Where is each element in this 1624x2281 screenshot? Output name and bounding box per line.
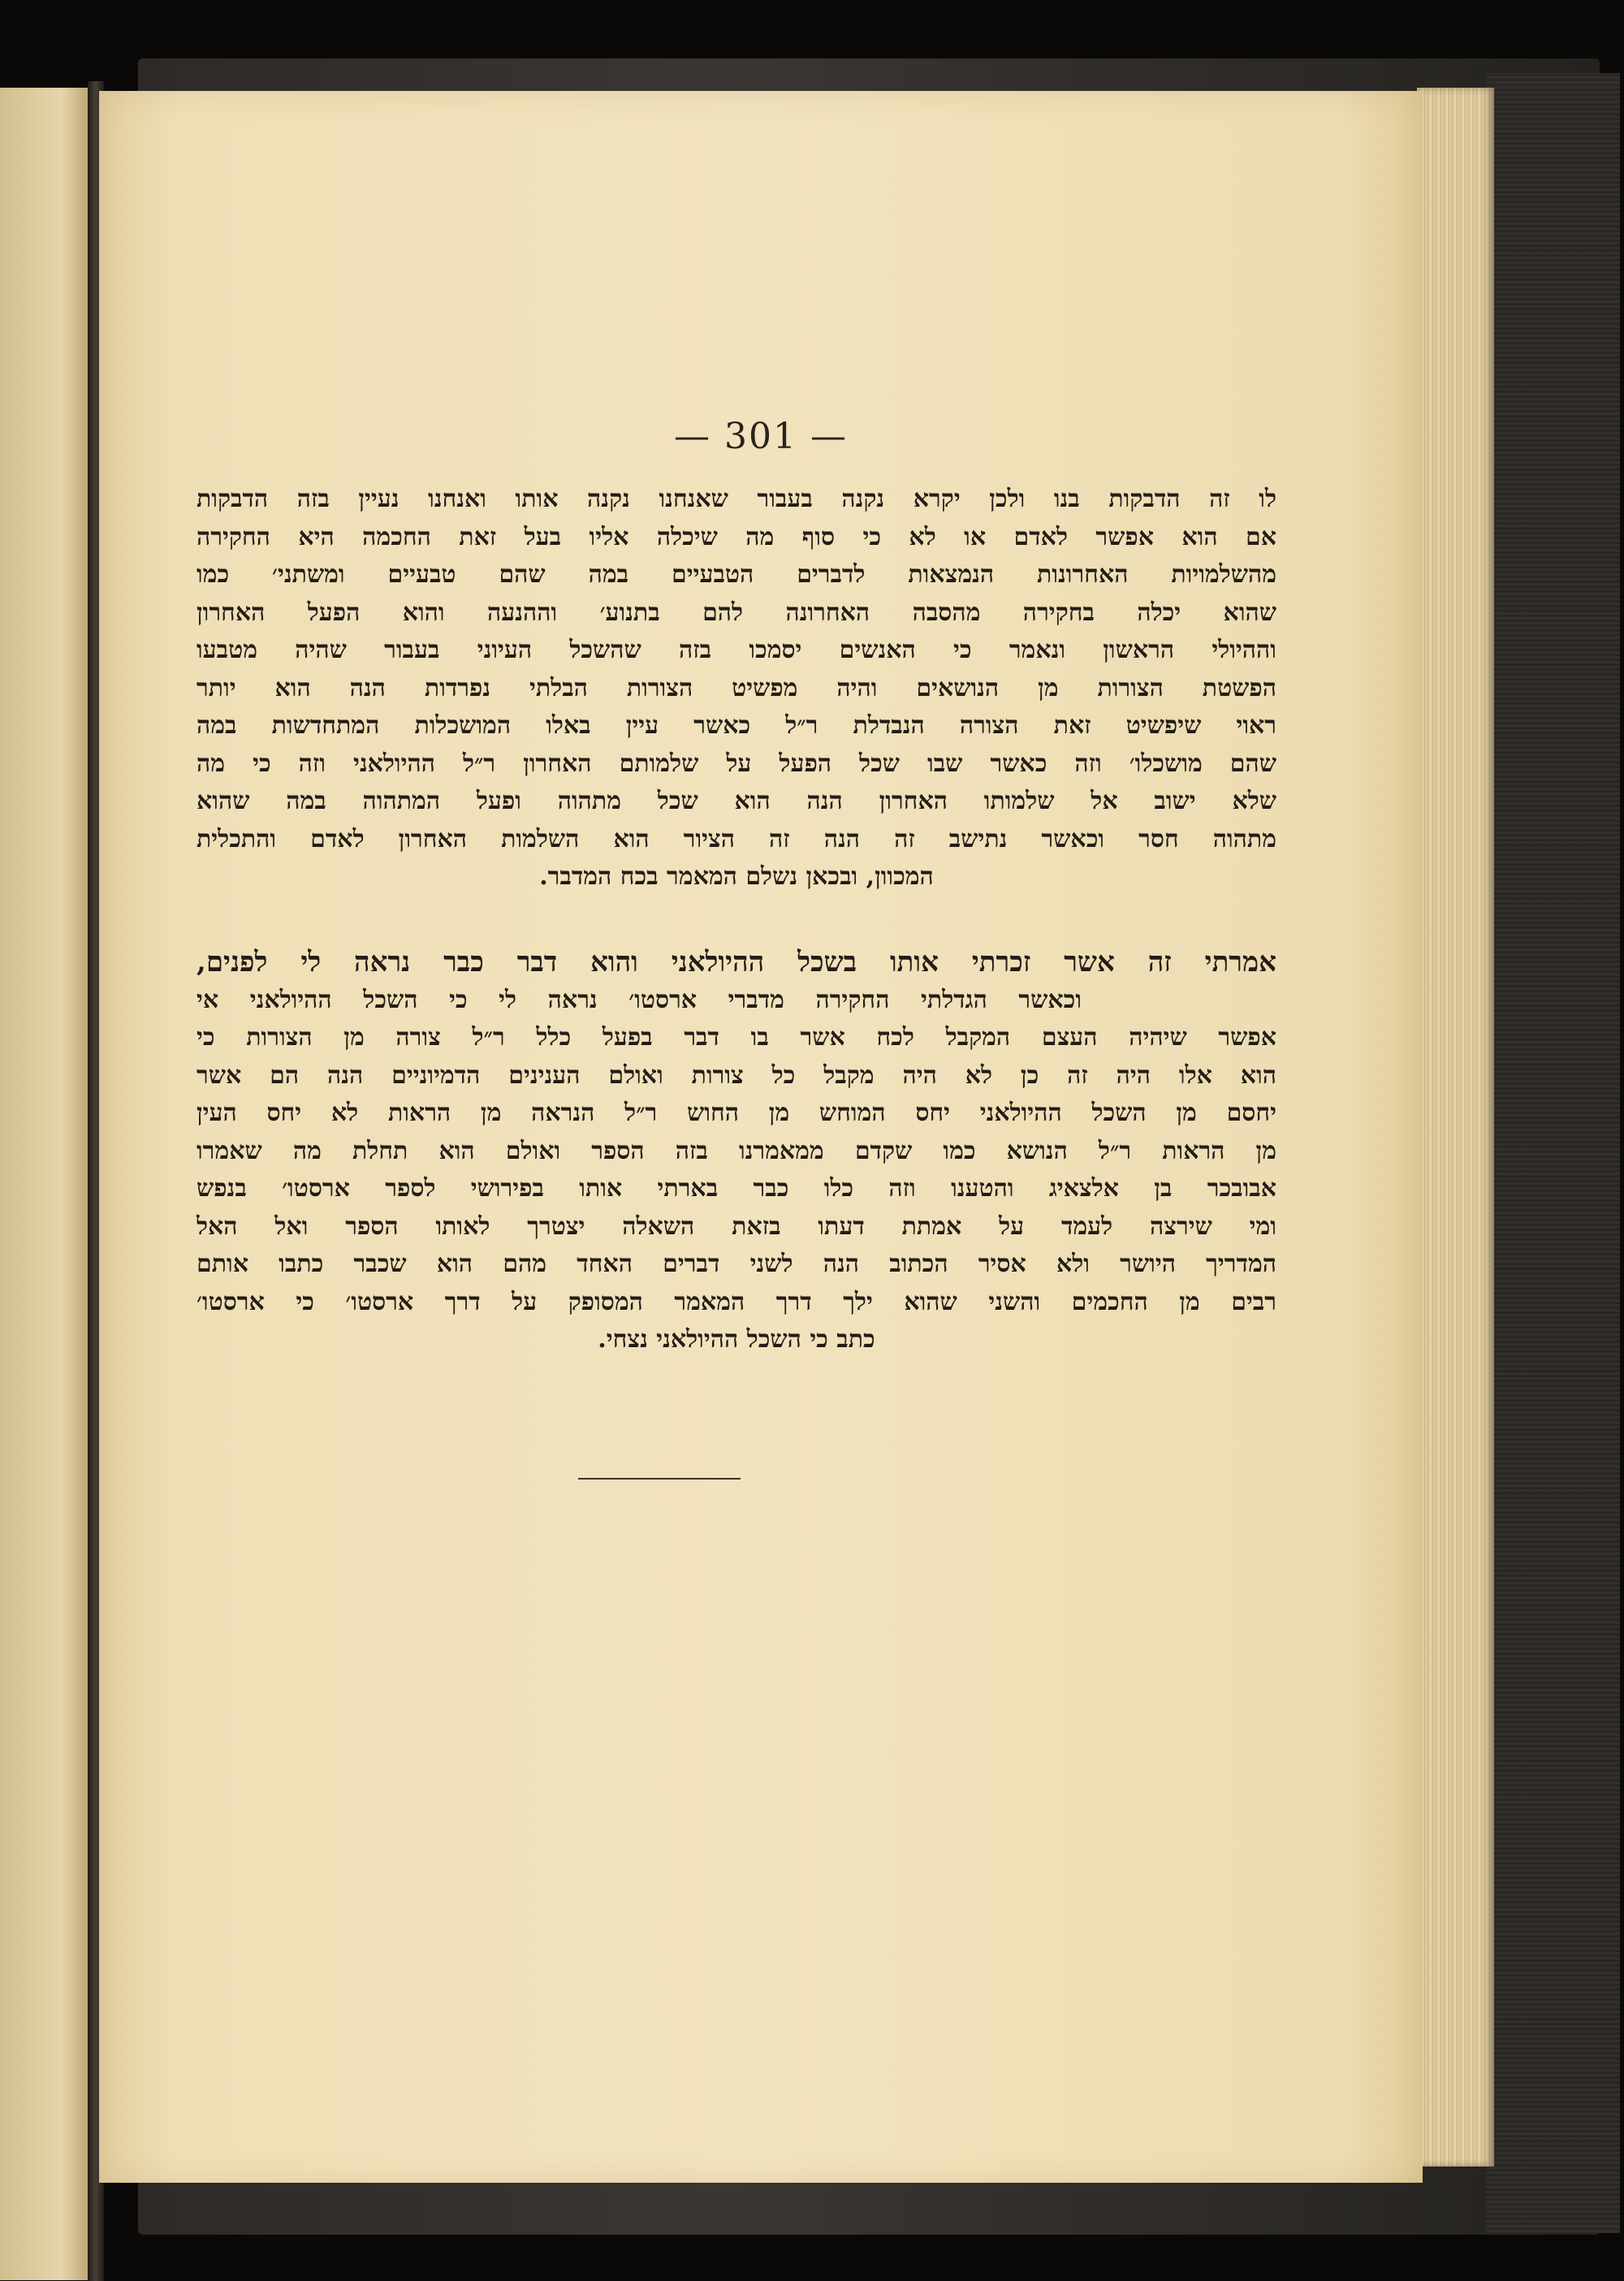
text-line: אבובכר בן אלצאיג והטענו וזה כלו כבר בארתי אותו בפירושי לספר ארסטו׳ בנפש [197, 1174, 1276, 1203]
text-line-closing: כתב כי השכל ההיולאני נצחי. [598, 1325, 875, 1354]
page-number: — 301 — [674, 416, 848, 457]
text-line: הפשטת הצורות מן הנושאים והיה מפשיט הצורות הבלתי נפרדות הנה הוא יותר [197, 673, 1276, 702]
book-page [99, 91, 1423, 2183]
text-line-opening: אמרתי זה אשר זכרתי אותו בשכל ההיולאני והוא דבר כבר נראה לי לפנים, [197, 946, 1276, 978]
text-line: אם הוא אפשר לאדם או לא כי סוף מה שיכלה אליו בעל זאת החכמה היא החקירה [197, 522, 1276, 551]
paragraph-1 [197, 481, 1276, 896]
text-line-closing: המכוון, ובכאן נשלם המאמר בכח המדבר. [539, 862, 934, 891]
text-line: מהשלמויות האחרונות הנמצאות לדברים הטבעיים במה שהם טבעיים ומשתני׳ כמו [197, 560, 1276, 589]
text-line: מתהוה חסר וכאשר נתישב זה הנה זה הציור הוא השלמות האחרון לאדם והתכלית [197, 824, 1276, 853]
previous-page-edge [0, 88, 88, 2280]
text-line: הוא אלו היה זה כן לא היה מקבל כל צורות ואולם הענינים הדמיוניים הנה הם אשר [197, 1061, 1276, 1090]
text-line: וההיולי הראשון ונאמר כי האנשים יסמכו בזה שהשכל העיוני בעבור שהיה מטבעו [197, 636, 1276, 664]
text-line: ראוי שיפשיט זאת הצורה הנבדלת ר״ל כאשר עיין באלו המושכלות המתחדשות במה [197, 711, 1276, 740]
text-line: שהם מושכלו׳ וזה כאשר שבו שכל הפעל על שלמותם האחרון ר״ל ההיולאני וזה כי מה [197, 749, 1276, 778]
text-line: אפשר שיהיה העצם המקבל לכח אשר בו דבר בפעל כלל ר״ל צורה מן הצורות כי [197, 1023, 1276, 1052]
text-line: ומי שירצה לעמד על אמתת דעתו בזאת השאלה יצטרך לאותו הספר ואל האל [197, 1212, 1276, 1241]
text-line: שהוא יכלה בחקירה מהסבה האחרונה להם בתנוע׳ וההנעה והוא הפעל האחרון [197, 598, 1276, 627]
text-line: לו זה הדבקות בנו ולכן יקרא נקנה בעבור שאנחנו נקנה אותו ואנחנו נעיין בזה הדבקות [197, 485, 1276, 513]
book-spine-cloth [1486, 73, 1620, 2233]
text-line: שלא ישוב אל שלמותו האחרון הנה הוא שכל מתהוה ופעל המתהוה במה שהוא [197, 787, 1276, 815]
text-line: מן הראות ר״ל הנושא כמו שקדם ממאמרנו בזה הספר ואולם הוא תחלת מה שאמרו [197, 1136, 1276, 1165]
paragraph-2 [197, 944, 1276, 1359]
section-end-rule [578, 1478, 741, 1480]
text-line: המדריך היושר ולא אסיר הכתוב הנה לשני דברים האחד מהם הוא שכבר כתבו אותם [197, 1250, 1276, 1278]
text-line: רבים מן החכמים והשני שהוא ילך דרך המאמר המסופק על דרך ארסטו׳ כי ארסטו׳ [197, 1287, 1276, 1316]
text-line: יחסם מן השכל ההיולאני יחס המוחש מן החוש ר״ל הנראה מן הראות לא יחס העין [197, 1099, 1276, 1127]
text-line: וכאשר הגדלתי החקירה מדברי ארסטו׳ נראה לי כי השכל ההיולאני אי [197, 985, 1082, 1014]
page-stack-edges [1417, 88, 1494, 2167]
